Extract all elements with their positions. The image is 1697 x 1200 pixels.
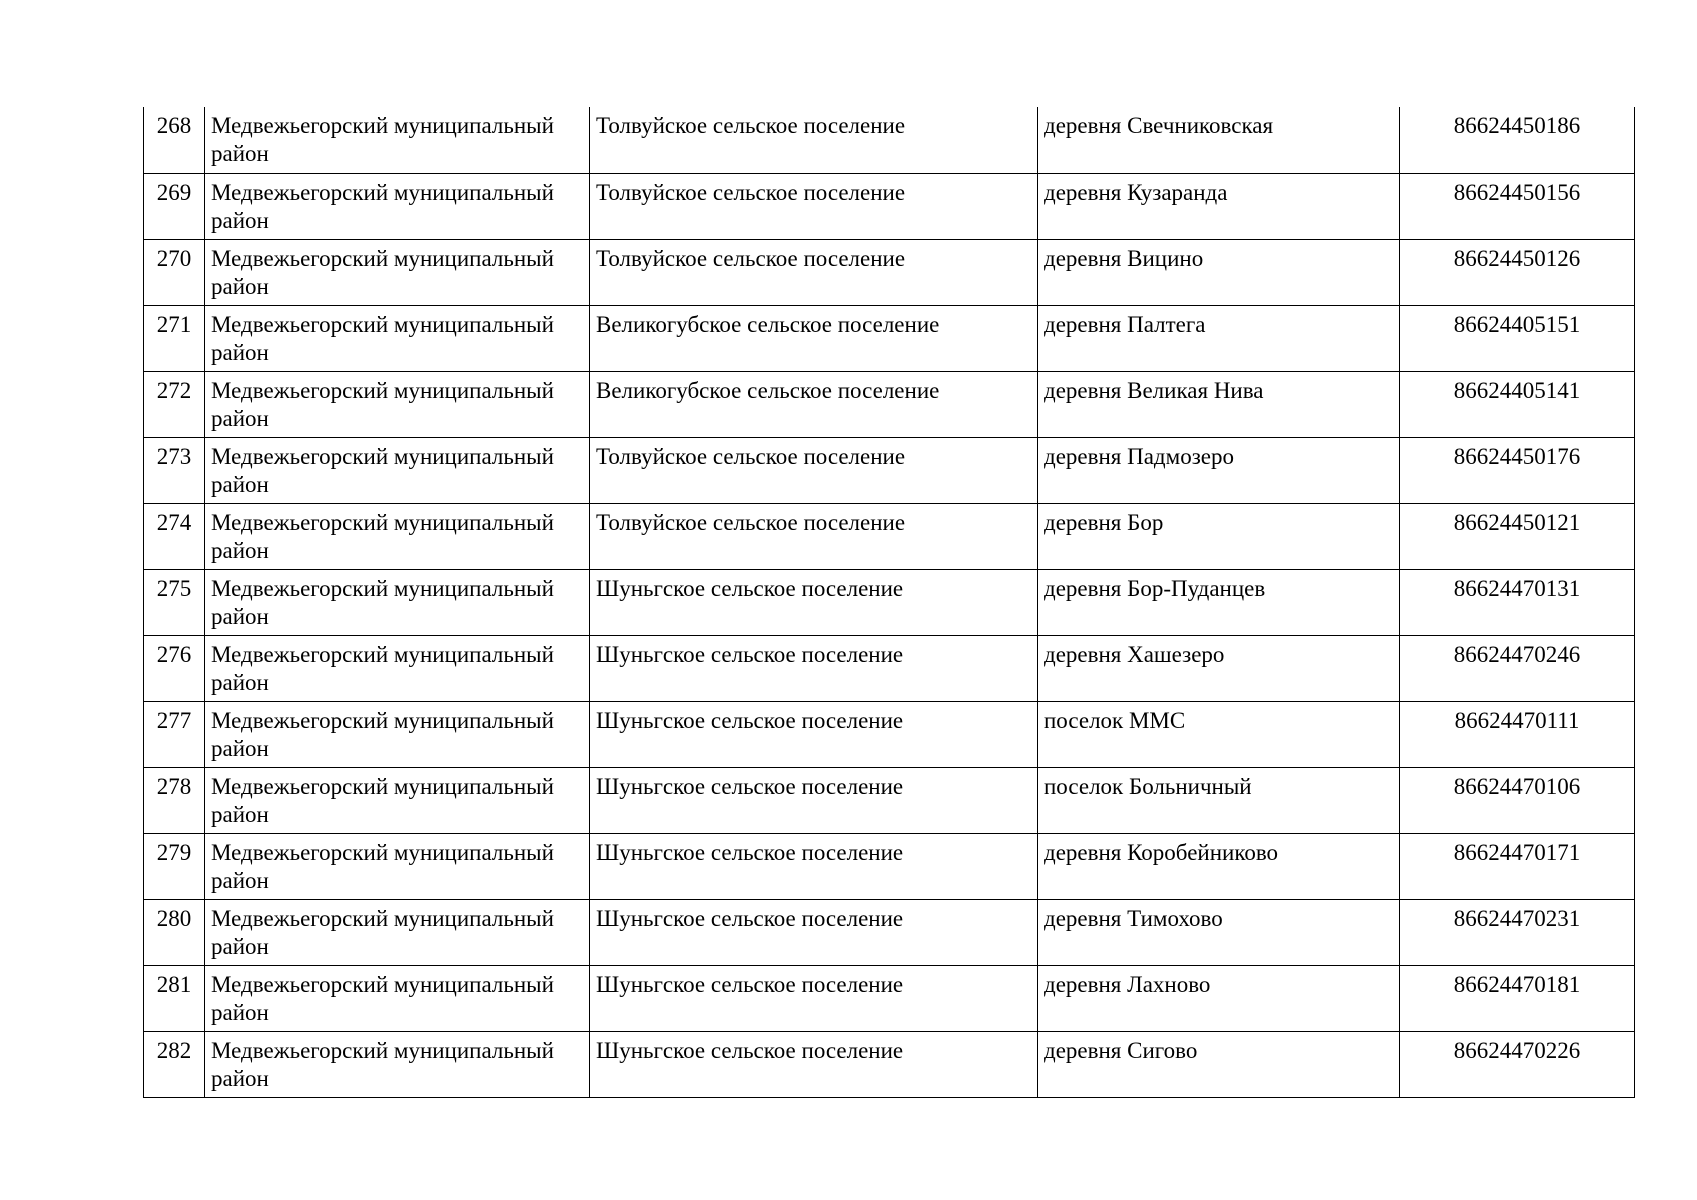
oktmo-code-cell: 86624470181 (1400, 965, 1635, 1031)
settlement-cell: Толвуйское сельское поселение (590, 437, 1038, 503)
table-row (144, 767, 1635, 833)
table-row (144, 503, 1635, 569)
row-number: 268 (144, 107, 205, 173)
district-cell: Медвежьегорский муниципальный район (205, 437, 590, 503)
table-row (144, 305, 1635, 371)
table-row (144, 107, 1635, 173)
oktmo-code-cell: 86624470231 (1400, 899, 1635, 965)
oktmo-code-cell: 86624470106 (1400, 767, 1635, 833)
table-row (144, 965, 1635, 1031)
row-number: 270 (144, 239, 205, 305)
table-row (144, 437, 1635, 503)
locality-cell: поселок ММС (1038, 701, 1400, 767)
row-number: 274 (144, 503, 205, 569)
oktmo-code-cell: 86624450126 (1400, 239, 1635, 305)
district-cell: Медвежьегорский муниципальный район (205, 305, 590, 371)
settlement-cell: Великогубское сельское поселение (590, 371, 1038, 437)
settlement-cell: Шуньгское сельское поселение (590, 965, 1038, 1031)
row-number: 282 (144, 1031, 205, 1097)
locality-cell: поселок Больничный (1038, 767, 1400, 833)
row-number: 280 (144, 899, 205, 965)
table-row (144, 899, 1635, 965)
row-number: 279 (144, 833, 205, 899)
settlement-cell: Шуньгское сельское поселение (590, 899, 1038, 965)
settlement-cell: Толвуйское сельское поселение (590, 107, 1038, 173)
settlement-cell: Шуньгское сельское поселение (590, 701, 1038, 767)
oktmo-code-cell: 86624450186 (1400, 107, 1635, 173)
locality-cell: деревня Великая Нива (1038, 371, 1400, 437)
oktmo-code-cell: 86624470226 (1400, 1031, 1635, 1097)
table-body (144, 107, 1635, 1097)
table-row (144, 701, 1635, 767)
table-row (144, 569, 1635, 635)
district-cell: Медвежьегорский муниципальный район (205, 239, 590, 305)
district-cell: Медвежьегорский муниципальный район (205, 833, 590, 899)
table-row (144, 173, 1635, 239)
district-cell: Медвежьегорский муниципальный район (205, 569, 590, 635)
row-number: 271 (144, 305, 205, 371)
settlement-cell: Шуньгское сельское поселение (590, 767, 1038, 833)
settlement-cell: Великогубское сельское поселение (590, 305, 1038, 371)
settlement-cell: Шуньгское сельское поселение (590, 635, 1038, 701)
locality-cell: деревня Коробейниково (1038, 833, 1400, 899)
district-cell: Медвежьегорский муниципальный район (205, 701, 590, 767)
oktmo-code-cell: 86624450121 (1400, 503, 1635, 569)
district-cell: Медвежьегорский муниципальный район (205, 767, 590, 833)
oktmo-code-cell: 86624405151 (1400, 305, 1635, 371)
district-cell: Медвежьегорский муниципальный район (205, 899, 590, 965)
settlement-cell: Толвуйское сельское поселение (590, 173, 1038, 239)
oktmo-code-cell: 86624470131 (1400, 569, 1635, 635)
locality-cell: деревня Кузаранда (1038, 173, 1400, 239)
settlement-cell: Толвуйское сельское поселение (590, 503, 1038, 569)
locality-cell: деревня Бор (1038, 503, 1400, 569)
oktmo-code-cell: 86624470171 (1400, 833, 1635, 899)
district-cell: Медвежьегорский муниципальный район (205, 371, 590, 437)
locality-cell: деревня Палтега (1038, 305, 1400, 371)
district-cell: Медвежьегорский муниципальный район (205, 503, 590, 569)
oktmo-code-cell: 86624470111 (1400, 701, 1635, 767)
settlement-cell: Шуньгское сельское поселение (590, 833, 1038, 899)
row-number: 276 (144, 635, 205, 701)
locality-cell: деревня Лахново (1038, 965, 1400, 1031)
oktmo-code-cell: 86624470246 (1400, 635, 1635, 701)
row-number: 281 (144, 965, 205, 1031)
locality-cell: деревня Свечниковская (1038, 107, 1400, 173)
row-number: 278 (144, 767, 205, 833)
locality-cell: деревня Сигово (1038, 1031, 1400, 1097)
oktmo-code-cell: 86624405141 (1400, 371, 1635, 437)
row-number: 277 (144, 701, 205, 767)
locality-cell: деревня Вицино (1038, 239, 1400, 305)
row-number: 272 (144, 371, 205, 437)
table-row (144, 1031, 1635, 1097)
locality-cell: деревня Бор-Пуданцев (1038, 569, 1400, 635)
table-row (144, 635, 1635, 701)
settlement-cell: Толвуйское сельское поселение (590, 239, 1038, 305)
oktmo-code-cell: 86624450176 (1400, 437, 1635, 503)
district-cell: Медвежьегорский муниципальный район (205, 1031, 590, 1097)
row-number: 273 (144, 437, 205, 503)
district-cell: Медвежьегорский муниципальный район (205, 965, 590, 1031)
settlements-table (143, 107, 1635, 1098)
oktmo-code-cell: 86624450156 (1400, 173, 1635, 239)
locality-cell: деревня Тимохово (1038, 899, 1400, 965)
district-cell: Медвежьегорский муниципальный район (205, 635, 590, 701)
locality-cell: деревня Хашезеро (1038, 635, 1400, 701)
row-number: 275 (144, 569, 205, 635)
district-cell: Медвежьегорский муниципальный район (205, 173, 590, 239)
district-cell: Медвежьегорский муниципальный район (205, 107, 590, 173)
row-number: 269 (144, 173, 205, 239)
settlement-cell: Шуньгское сельское поселение (590, 569, 1038, 635)
settlement-cell: Шуньгское сельское поселение (590, 1031, 1038, 1097)
table-row (144, 239, 1635, 305)
table-row (144, 371, 1635, 437)
table-row (144, 833, 1635, 899)
locality-cell: деревня Падмозеро (1038, 437, 1400, 503)
